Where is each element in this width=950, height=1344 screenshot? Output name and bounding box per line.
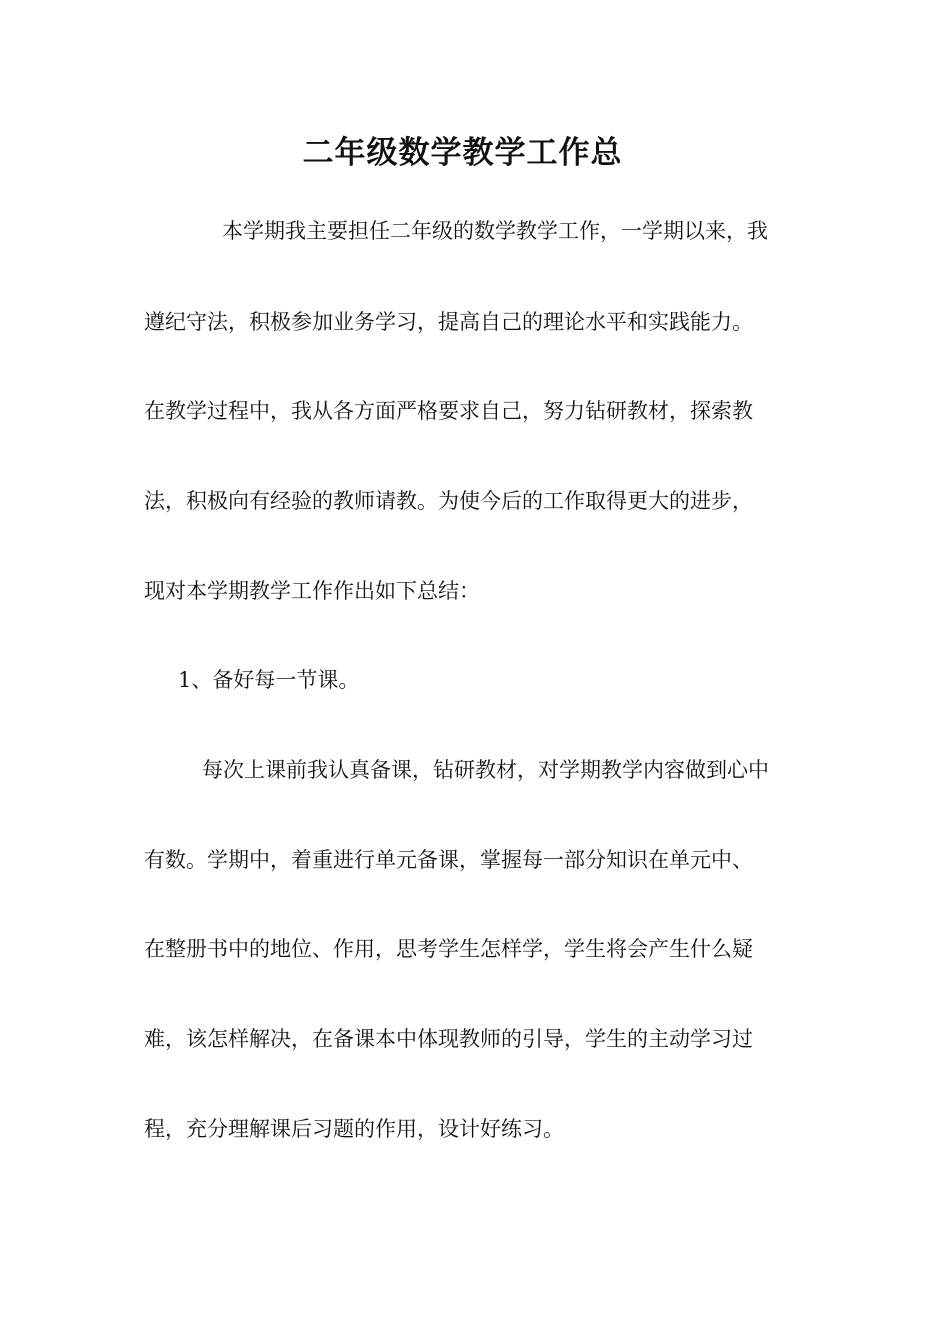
- paragraph-line: 在教学过程中，我从各方面严格要求自己，努力钻研教材，探索教: [144, 399, 753, 423]
- section-heading: 1、备好每一节课。: [178, 668, 360, 692]
- paragraph-line: 现对本学期教学工作作出如下总结：: [144, 579, 480, 603]
- paragraph-line: 遵纪守法，积极参加业务学习，提高自己的理论水平和实践能力。: [144, 310, 753, 334]
- paragraph-line: 法，积极向有经验的教师请教。为使今后的工作取得更大的进步，: [144, 489, 753, 513]
- paragraph-line: 本学期我主要担任二年级的数学教学工作，一学期以来，我: [222, 219, 768, 243]
- paragraph-line: 难，该怎样解决，在备课本中体现教师的引导，学生的主动学习过: [144, 1027, 753, 1051]
- paragraph-line: 程，充分理解课后习题的作用，设计好练习。: [144, 1117, 564, 1141]
- paragraph-line: 有数。学期中，着重进行单元备课，掌握每一部分知识在单元中、: [144, 848, 753, 872]
- paragraph-line: 在整册书中的地位、作用，思考学生怎样学，学生将会产生什么疑: [144, 937, 753, 961]
- paragraph-line: 每次上课前我认真备课，钻研教材，对学期教学内容做到心中: [202, 758, 769, 782]
- document-title: 二年级数学教学工作总: [302, 135, 623, 171]
